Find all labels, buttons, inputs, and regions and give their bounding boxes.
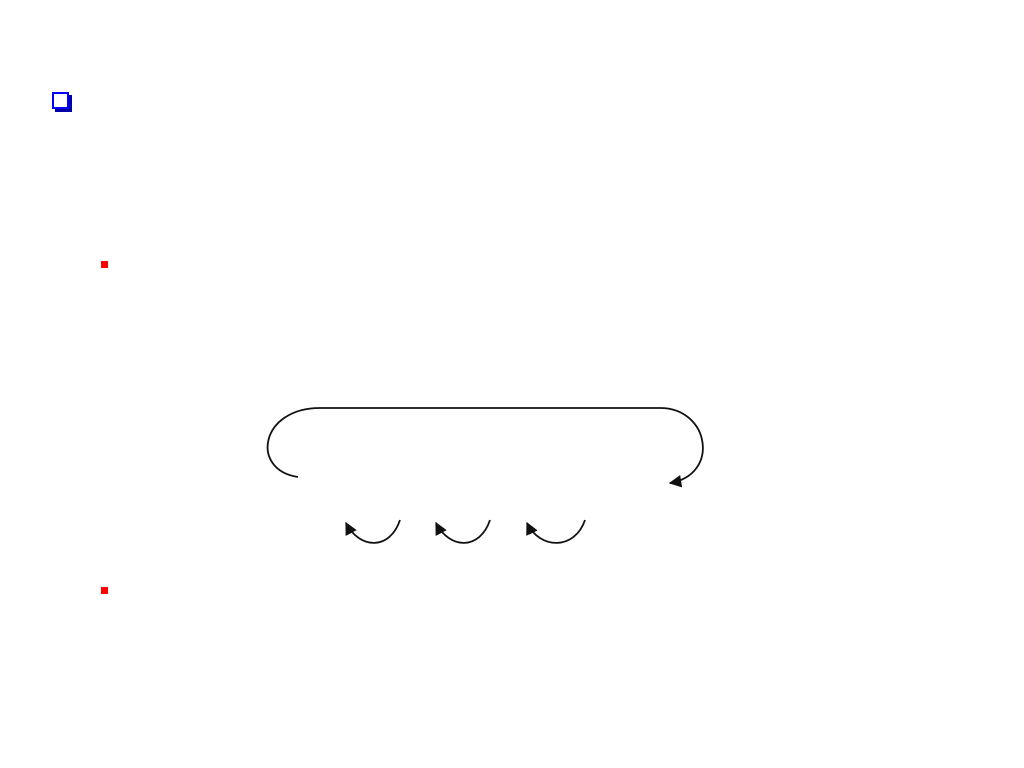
wrap-arrow-left xyxy=(268,408,660,477)
circular-shift-left-diagram xyxy=(250,355,730,559)
left-shift-bullet-icon xyxy=(101,261,108,268)
shift-arrow-a2-to-a3 xyxy=(436,520,490,543)
shift-arrow-a3-to-a4 xyxy=(346,520,400,543)
shift-arrow-a1-to-a2 xyxy=(527,520,585,543)
wrap-arrow-right xyxy=(660,408,703,483)
right-shift-bullet-icon xyxy=(101,587,108,594)
checkbox-bullet-icon xyxy=(52,92,69,109)
diagram-svg xyxy=(250,355,730,555)
